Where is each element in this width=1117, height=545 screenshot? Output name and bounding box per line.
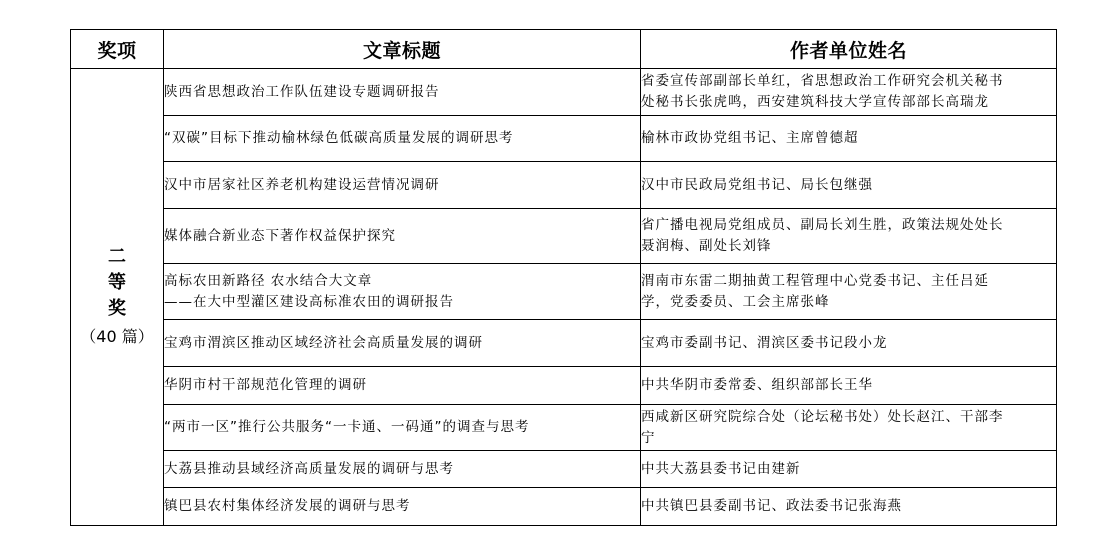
article-title	[164, 367, 641, 405]
table-row	[71, 367, 1057, 405]
article-title-line: 高标农田新路径 农水结合大文章	[164, 272, 373, 289]
author-info	[641, 320, 1057, 367]
table-row	[71, 116, 1057, 162]
award-level-char: 奖	[108, 298, 126, 319]
table-row	[71, 451, 1057, 488]
header-award: 奖项	[71, 30, 164, 69]
author-info	[641, 162, 1057, 209]
table-row	[71, 209, 1057, 264]
author-info	[641, 405, 1057, 451]
article-title-line: “双碳”目标下推动榆林绿色低碳高质量发展的调研思考	[164, 130, 514, 146]
author-line: 渭南市东雷二期抽黄工程管理中心党委书记、主任吕延	[641, 272, 989, 289]
article-title	[164, 69, 641, 116]
author-line: 学，党委委员、工会主席张峰	[641, 293, 830, 310]
table-row	[71, 264, 1057, 320]
author-line: 宝鸡市委副书记、渭滨区委书记段小龙	[641, 334, 888, 351]
article-title	[164, 162, 641, 209]
header-row	[71, 30, 1057, 69]
award-count: （40 篇）	[80, 327, 154, 346]
article-title-line: 镇巴县农村集体经济发展的调研与思考	[164, 498, 411, 514]
award-level-cell	[71, 69, 164, 526]
author-line: 西咸新区研究院综合处（论坛秘书处）处长赵江、干部李	[641, 408, 1004, 425]
table-row	[71, 320, 1057, 367]
author-line: 中共大荔县委书记由建新	[641, 460, 801, 477]
author-line: 省委宣传部副部长单红，省思想政治工作研究会机关秘书	[641, 73, 1004, 89]
article-title-line: 宝鸡市渭滨区推动区域经济社会高质量发展的调研	[164, 334, 483, 351]
article-title-line: “两市一区”推行公共服务“一卡通、一码通”的调查与思考	[164, 419, 530, 435]
article-title-line: ——在大中型灌区建设高标准农田的调研报告	[164, 293, 454, 310]
article-title	[164, 264, 641, 320]
table-row	[71, 488, 1057, 526]
author-info	[641, 367, 1057, 405]
author-info	[641, 488, 1057, 526]
article-title	[164, 116, 641, 162]
author-info	[641, 264, 1057, 320]
author-info	[641, 116, 1057, 162]
article-title-line: 汉中市居家社区养老机构建设运营情况调研	[164, 176, 440, 193]
article-title-line: 大荔县推动县域经济高质量发展的调研与思考	[164, 460, 454, 477]
table-row	[71, 69, 1057, 116]
author-info	[641, 69, 1057, 116]
article-title-line: 华阴市村干部规范化管理的调研	[164, 377, 367, 393]
author-line: 聂润梅、副处长刘锋	[641, 238, 772, 254]
author-info	[641, 451, 1057, 488]
article-title-line: 媒体融合新业态下著作权益保护探究	[164, 227, 396, 244]
award-level-char: 二	[108, 246, 126, 267]
author-line: 榆林市政协党组书记、主席曾德超	[641, 130, 859, 146]
author-line: 处秘书长张虎鸣，西安建筑科技大学宣传部部长高瑞龙	[641, 94, 989, 110]
table-row	[71, 162, 1057, 209]
awards-table	[70, 29, 1057, 526]
article-title	[164, 209, 641, 264]
award-level-char: 等	[108, 272, 126, 293]
author-line: 汉中市民政局党组书记、局长包继强	[641, 176, 873, 193]
article-title	[164, 451, 641, 488]
article-title	[164, 320, 641, 367]
header-title: 文章标题	[164, 30, 641, 69]
article-title	[164, 488, 641, 526]
author-line: 省广播电视局党组成员、副局长刘生胜，政策法规处处长	[641, 217, 1004, 233]
article-title-line: 陕西省思想政治工作队伍建设专题调研报告	[164, 83, 440, 100]
author-info	[641, 209, 1057, 264]
table-row	[71, 405, 1057, 451]
author-line: 宁	[641, 429, 656, 446]
author-line: 中共华阴市委常委、组织部部长王华	[641, 377, 873, 393]
article-title	[164, 405, 641, 451]
author-line: 中共镇巴县委副书记、政法委书记张海燕	[641, 498, 902, 514]
header-author: 作者单位姓名	[641, 30, 1057, 69]
